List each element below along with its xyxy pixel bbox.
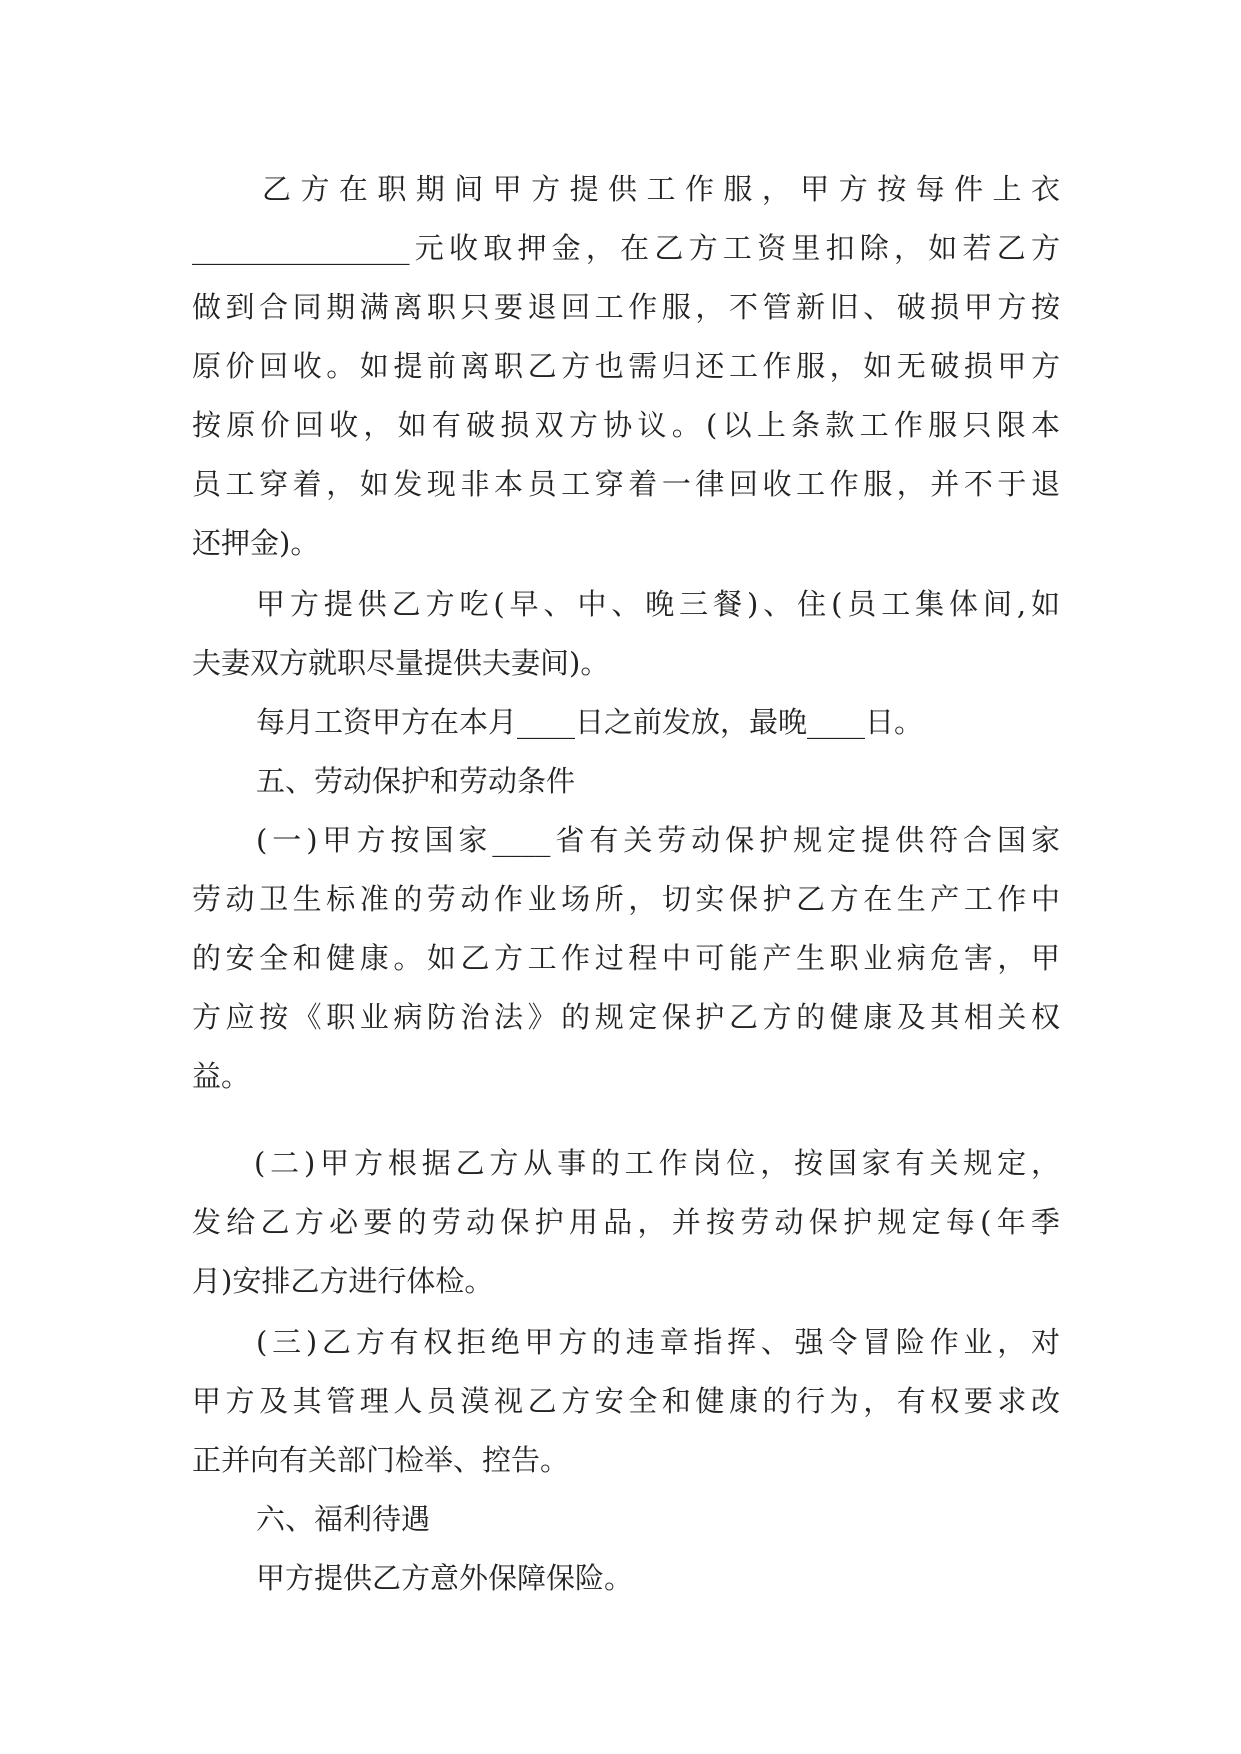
paragraph-line-21: 甲方及其管理人员漠视乙方安全和健康的行为，有权要求改 bbox=[192, 1384, 1060, 1418]
paragraph-line-10: 每月工资甲方在本月____日之前发放，最晚____日。 bbox=[256, 705, 924, 739]
paragraph-line-4: 原价回收。如提前离职乙方也需归还工作服，如无破损甲方 bbox=[192, 349, 1060, 383]
paragraph-line-19: 月)安排乙方进行体检。 bbox=[192, 1264, 494, 1298]
paragraph-line-18: 发给乙方必要的劳动保护用品，并按劳动保护规定每(年季 bbox=[192, 1205, 1060, 1239]
paragraph-line-5: 按原价回收，如有破损双方协议。(以上条款工作服只限本 bbox=[192, 408, 1060, 442]
paragraph-line-20: (三)乙方有权拒绝甲方的违章指挥、强令冒险作业，对 bbox=[256, 1325, 1060, 1359]
paragraph-line-7: 还押金)。 bbox=[192, 526, 320, 560]
paragraph-line-22: 正并向有关部门检举、控告。 bbox=[192, 1443, 570, 1477]
paragraph-line-16: 益。 bbox=[192, 1059, 251, 1093]
paragraph-line-6: 员工穿着，如发现非本员工穿着一律回收工作服，并不于退 bbox=[192, 467, 1060, 501]
paragraph-line-17: (二)甲方根据乙方从事的工作岗位，按国家有关规定， bbox=[254, 1146, 1060, 1180]
paragraph-line-12: (一)甲方按国家____省有关劳动保护规定提供符合国家 bbox=[256, 823, 1060, 857]
document-body bbox=[192, 160, 1060, 1608]
paragraph-line-15: 方应按《职业病防治法》的规定保护乙方的健康及其相关权 bbox=[192, 1000, 1060, 1034]
paragraph-line-24: 甲方提供乙方意外保障保险。 bbox=[256, 1561, 634, 1595]
paragraph-line-8: 甲方提供乙方吃(早、中、晚三餐)、住(员工集体间,如 bbox=[256, 587, 1060, 621]
section-heading-5: 五、劳动保护和劳动条件 bbox=[256, 764, 576, 798]
paragraph-line-1: 乙方在职期间甲方提供工作服，甲方按每件上衣 bbox=[262, 172, 1060, 206]
paragraph-line-14: 的安全和健康。如乙方工作过程中可能产生职业病危害，甲 bbox=[192, 941, 1060, 975]
paragraph-line-2: _______________元收取押金，在乙方工资里扣除，如若乙方 bbox=[192, 231, 1060, 265]
section-heading-6: 六、福利待遇 bbox=[256, 1502, 431, 1536]
paragraph-line-13: 劳动卫生标准的劳动作业场所，切实保护乙方在生产工作中 bbox=[192, 882, 1060, 916]
paragraph-line-3: 做到合同期满离职只要退回工作服，不管新旧、破损甲方按 bbox=[192, 290, 1060, 324]
paragraph-line-9: 夫妻双方就职尽量提供夫妻间)。 bbox=[192, 646, 610, 680]
